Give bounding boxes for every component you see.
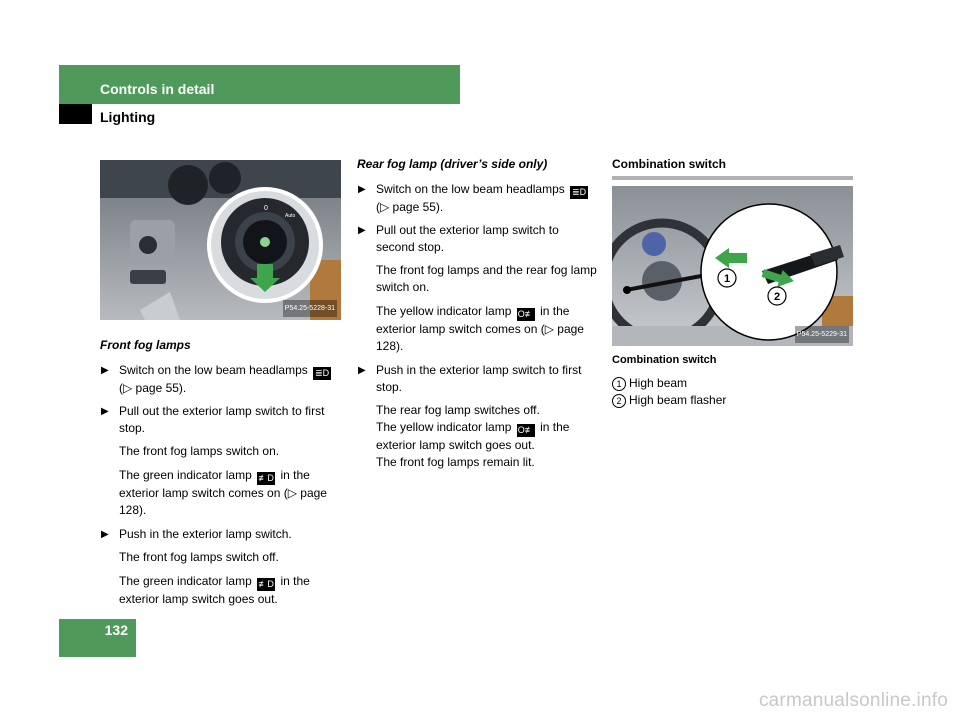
front-fog-remain-text: The front fog lamps remain lit. (376, 455, 535, 469)
para-text: in the exterior lamp switch goes out. (119, 574, 310, 606)
combination-switch-illustration (612, 186, 853, 346)
step-push-first-stop (357, 362, 597, 396)
svg-text:Auto: Auto (285, 213, 296, 219)
watermark: carmanualsonline.info (758, 690, 948, 711)
para-text: in the exterior lamp switch goes out. (376, 420, 570, 452)
section-title: Lighting (100, 109, 156, 125)
svg-text:1: 1 (723, 273, 731, 285)
para-text: The yellow indicator lamp (376, 420, 512, 434)
green-indicator-on-text (100, 467, 342, 519)
step-arrow-icon: ▶ (101, 406, 109, 417)
svg-text:0: 0 (264, 205, 268, 212)
fog-on-text: The front fog lamps switch on. (119, 444, 280, 458)
exterior-lamp-switch-figure (100, 160, 341, 320)
low-beam-icon: ≣D (315, 368, 330, 378)
callout-number: 2 (612, 394, 626, 408)
fog-off-text: The front fog lamps switch off. (119, 550, 279, 564)
front-fog-heading: Front fog lamps (100, 338, 191, 352)
step-text: Push in the exterior lamp switch to first stop. (376, 363, 582, 394)
para-text: The green indicator lamp (119, 574, 252, 588)
step-text: Pull out the exterior lamp switch to second stop. (376, 223, 559, 254)
para-text: The yellow indicator lamp (376, 304, 512, 318)
rear-fog-lamp-icon: O≢ (517, 309, 534, 319)
rear-fog-off-text: The rear fog lamp switches off. (376, 403, 540, 417)
section-marker (59, 104, 92, 124)
figure-caption: Combination switch (612, 354, 717, 366)
chapter-title: Controls in detail (100, 81, 215, 97)
step-text: Switch on the low beam headlamps (119, 363, 308, 377)
para-text: The green indicator lamp (119, 468, 252, 482)
yellow-indicator-on-text (357, 303, 597, 355)
step-text: Pull out the exterior lamp switch to first stop. (119, 404, 325, 435)
item-label: High beam flasher (629, 393, 727, 407)
column-front-fog-lamps (100, 160, 342, 615)
front-fog-lamp-icon: ≢D (258, 579, 274, 589)
step-push-in (100, 526, 342, 543)
exterior-lamp-switch-illustration (100, 160, 341, 320)
step-arrow-icon: ▶ (101, 365, 109, 376)
step-arrow-icon: ▶ (358, 225, 366, 236)
low-beam-icon: ≣D (572, 187, 587, 197)
combination-switch-heading: Combination switch (612, 157, 726, 171)
yellow-indicator-off-text (357, 419, 597, 454)
item-high-beam-flasher (612, 392, 854, 409)
step-arrow-icon: ▶ (358, 184, 366, 195)
step-arrow-icon: ▶ (101, 529, 109, 540)
step-arrow-icon: ▶ (358, 365, 366, 376)
rear-fog-heading: Rear fog lamp (driver’s side only) (357, 157, 548, 171)
step-text: Switch on the low beam headlamps (376, 182, 565, 196)
step-low-beam (357, 181, 597, 216)
green-indicator-off-text (100, 573, 342, 608)
page-reference: (▷ page 55). (119, 381, 187, 395)
step-pull-first-stop (100, 403, 342, 437)
para-text: in the exterior lamp switch comes on (▷ page 128). (119, 468, 327, 517)
step-pull-second-stop (357, 222, 597, 256)
column-rear-fog-lamp (357, 156, 597, 478)
page-number: 132 (104, 622, 128, 638)
front-fog-lamp-icon: ≢D (258, 473, 274, 483)
item-label: High beam (629, 376, 688, 390)
figure-code: P54.25-5229-31 (795, 326, 849, 343)
svg-text:2: 2 (773, 291, 781, 303)
combination-switch-figure (612, 186, 853, 346)
step-text: Push in the exterior lamp switch. (119, 527, 292, 541)
rear-fog-lamp-icon: O≢ (517, 425, 534, 435)
callout-number: 1 (612, 377, 626, 391)
step-low-beam (100, 362, 342, 397)
figure-code: P54.25-5228-31 (283, 300, 337, 317)
page-number-box (59, 619, 136, 657)
page-reference: (▷ page 55). (376, 200, 444, 214)
para-text: in the exterior lamp switch comes on (▷ page 128). (376, 304, 584, 353)
both-fog-on-text: The front fog lamps and the rear fog lamp switch on. (376, 263, 597, 294)
heading-rule (612, 176, 853, 180)
item-high-beam (612, 375, 854, 392)
column-combination-switch (612, 156, 854, 409)
